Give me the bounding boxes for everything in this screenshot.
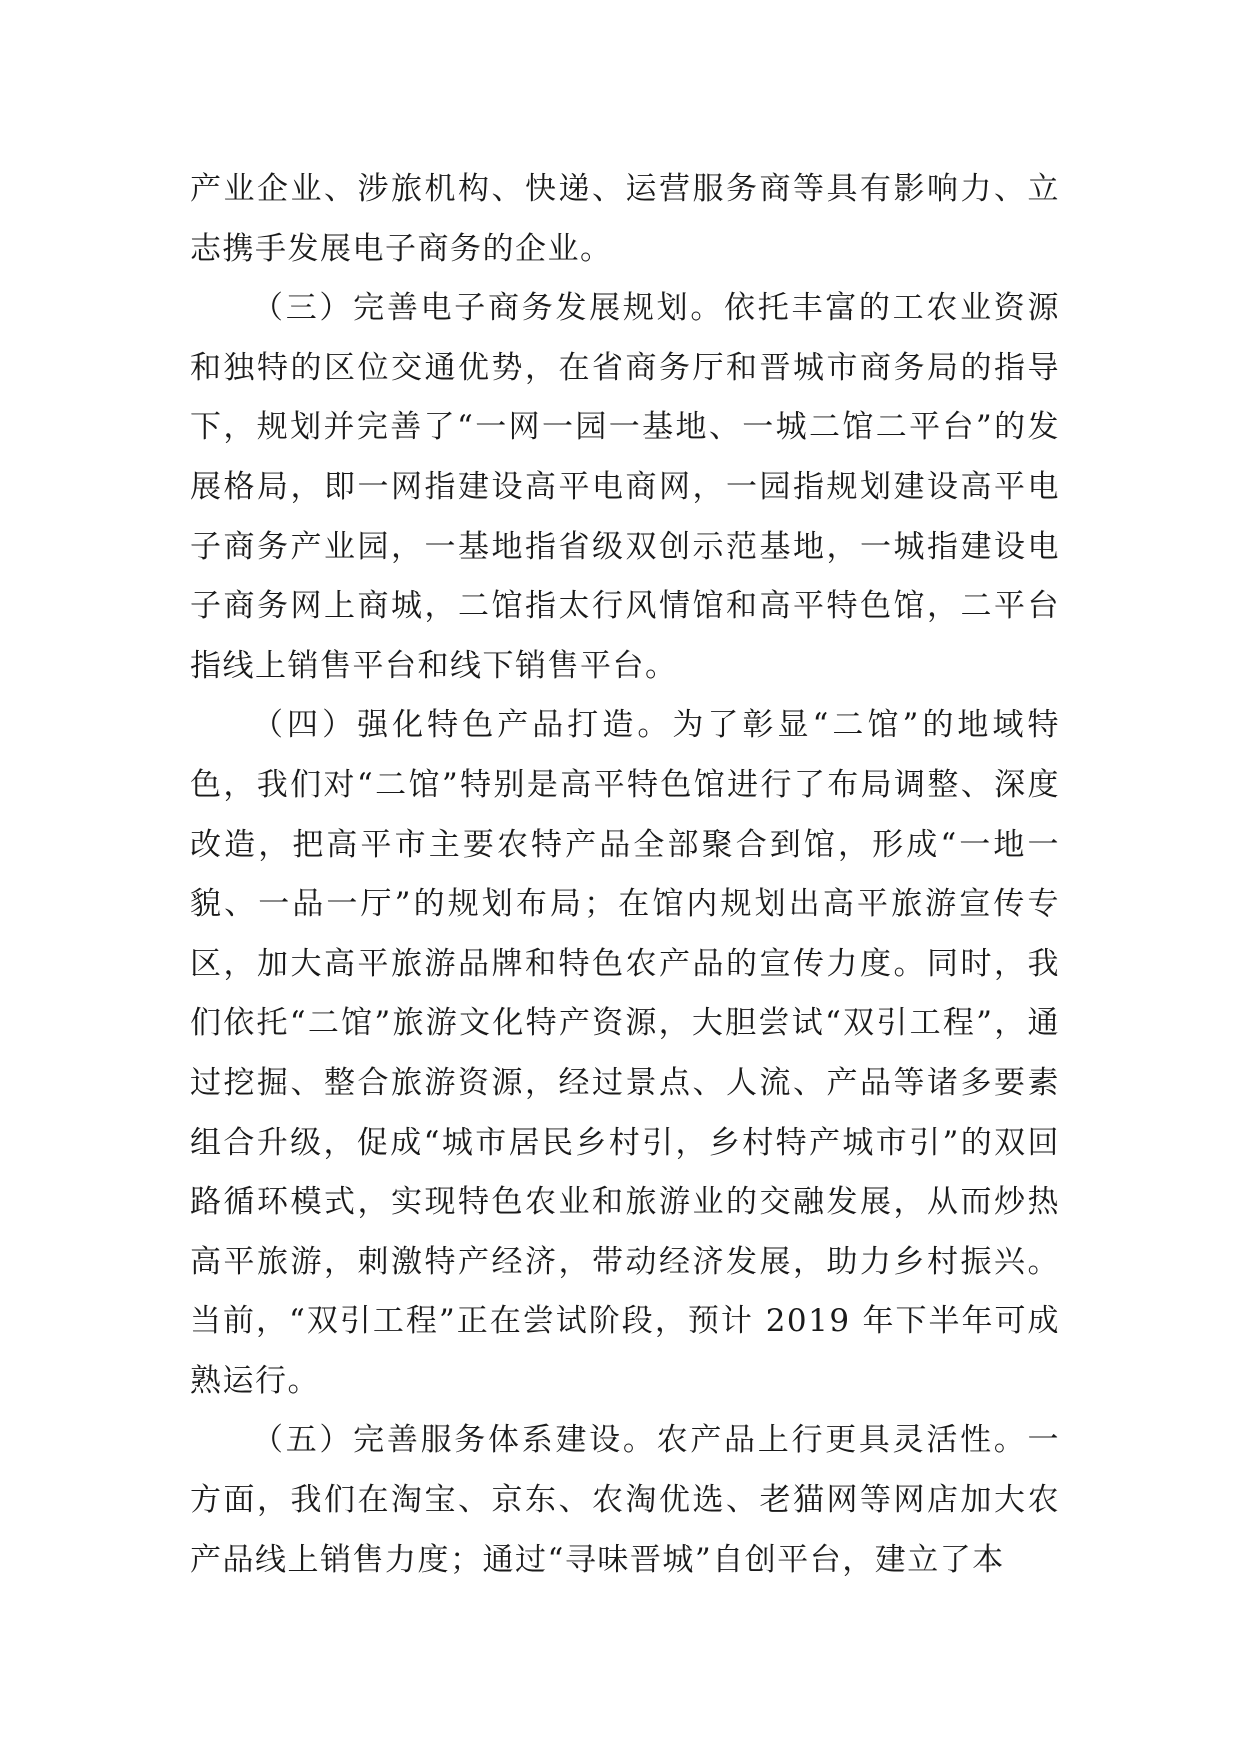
document-body <box>190 160 1060 1590</box>
paragraph-services: （五）完善服务体系建设。农产品上行更具灵活性。一方面，我们在淘宝、京东、农淘优选、老猫网等网店加大农产品线上销售力度；通过“寻味晋城”自创平台，建立了本 <box>190 1422 1060 1578</box>
paragraph-planning: （三）完善电子商务发展规划。依托丰富的工农业资源和独特的区位交通优势，在省商务厅和晋城市商务局的指导下，规划并完善了“一网一园一基地、一城二馆二平台”的发展格局，即一网指建设高平电商网，一园指规划建设高平电子商务产业园，一基地指省级双创示范基地，一城指建设电子商务网上商城，二馆指太行风情馆和高平特色馆，二平台指线上销售平台和线下销售平台。 <box>190 290 1060 684</box>
paragraph-continuation: 产业企业、涉旅机构、快递、运营服务商等具有影响力、立志携手发展电子商务的企业。 <box>190 171 1060 267</box>
paragraph-products: （四）强化特色产品打造。为了彰显“二馆”的地域特色，我们对“二馆”特别是高平特色馆进行了布局调整、深度改造，把高平市主要农特产品全部聚合到馆，形成“一地一貌、一品一厅”的规划布局；在馆内规划出高平旅游宣传专区，加大高平旅游品牌和特色农产品的宣传力度。同时，我们依托“二馆”旅游文化特产资源，大胆尝试“双引工程”，通过挖掘、整合旅游资源，经过景点、人流、产品等诸多要素组合升级，促成“城市居民乡村引，乡村特产城市引”的双回路循环模式，实现特色农业和旅游业的交融发展，从而炒热高平旅游，刺激特产经济，带动经济发展，助力乡村振兴。当前，“双引工程”正在尝试阶段，预计 2019 年下半年可成熟运行。 <box>190 707 1060 1399</box>
